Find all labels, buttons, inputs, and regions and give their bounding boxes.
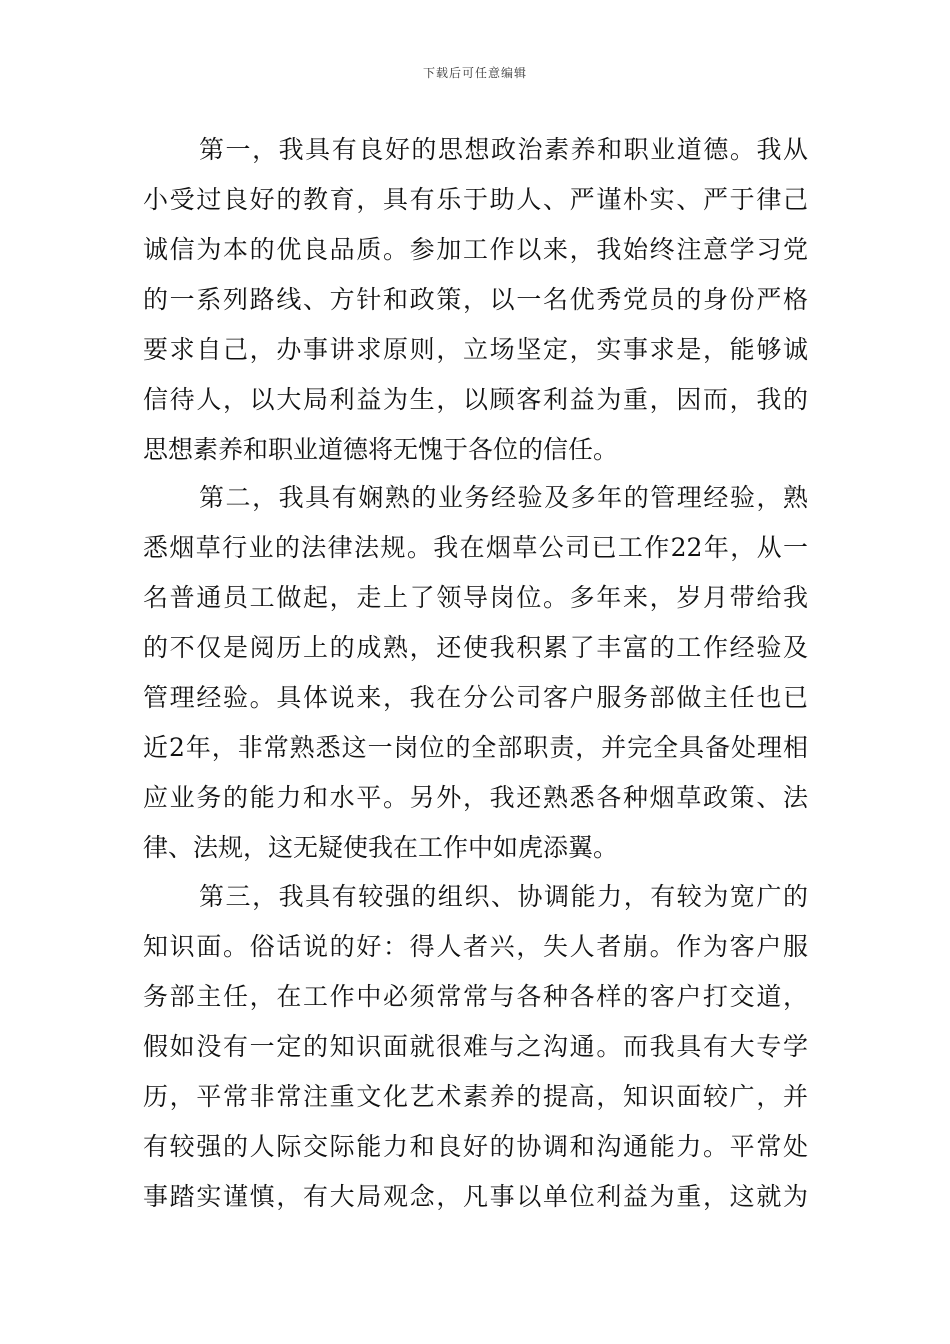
paragraph-3-line-5: 历，平常非常注重文化艺术素养的提高，知识面较广，并 [143,1082,808,1111]
paragraph-1-line-3: 诚信为本的优良品质。参加工作以来，我始终注意学习党 [143,235,808,264]
paragraph-2-line-1: 第二，我具有娴熟的业务经验及多年的管理经验，熟 [199,483,808,512]
paragraph-3-line-1: 第三，我具有较强的组织、协调能力，有较为宽广的 [199,882,808,911]
paragraph-2-line-2: 悉烟草行业的法律法规。我在烟草公司已工作22年，从一 [143,533,808,562]
paragraph-3-line-6: 有较强的人际交际能力和良好的协调和沟通能力。平常处 [143,1132,808,1161]
paragraph-1-line-5: 要求自己，办事讲求原则，立场坚定，实事求是，能够诚 [143,335,808,364]
paragraph-1-line-6: 信待人，以大局利益为生，以顾客利益为重，因而，我的 [143,385,808,414]
paragraph-2-line-6: 近2年，非常熟悉这一岗位的全部职责，并完全具备处理相 [143,733,808,762]
paragraph-2-line-4: 的不仅是阅历上的成熟，还使我积累了丰富的工作经验及 [143,633,808,662]
page-header-note: 下载后可任意编辑 [422,66,527,80]
paragraph-2-line-3: 名普通员工做起，走上了领导岗位。多年来，岁月带给我 [143,583,808,612]
paragraph-3-line-3: 务部主任，在工作中必须常常与各种各样的客户打交道， [143,982,808,1011]
paragraph-3-line-7: 事踏实谨慎，有大局观念，凡事以单位利益为重，这就为 [143,1182,808,1211]
paragraph-3-line-2: 知识面。俗话说的好：得人者兴，失人者崩。作为客户服 [143,932,808,961]
paragraph-3-line-4: 假如没有一定的知识面就很难与之沟通。而我具有大专学 [143,1032,808,1061]
paragraph-1-line-7: 思想素养和职业道德将无愧于各位的信任。 [143,435,619,464]
paragraph-1-line-2: 小受过良好的教育，具有乐于助人、严谨朴实、严于律己 [143,185,808,214]
paragraph-2-line-8: 律、法规，这无疑使我在工作中如虎添翼。 [143,833,619,862]
paragraph-2-line-5: 管理经验。具体说来，我在分公司客户服务部做主任也已 [143,683,808,712]
paragraph-2-line-7: 应业务的能力和水平。另外，我还熟悉各种烟草政策、法 [143,783,808,812]
paragraph-1-line-4: 的一系列路线、方针和政策，以一名优秀党员的身份严格 [143,285,808,314]
paragraph-1-line-1: 第一，我具有良好的思想政治素养和职业道德。我从 [199,135,808,164]
